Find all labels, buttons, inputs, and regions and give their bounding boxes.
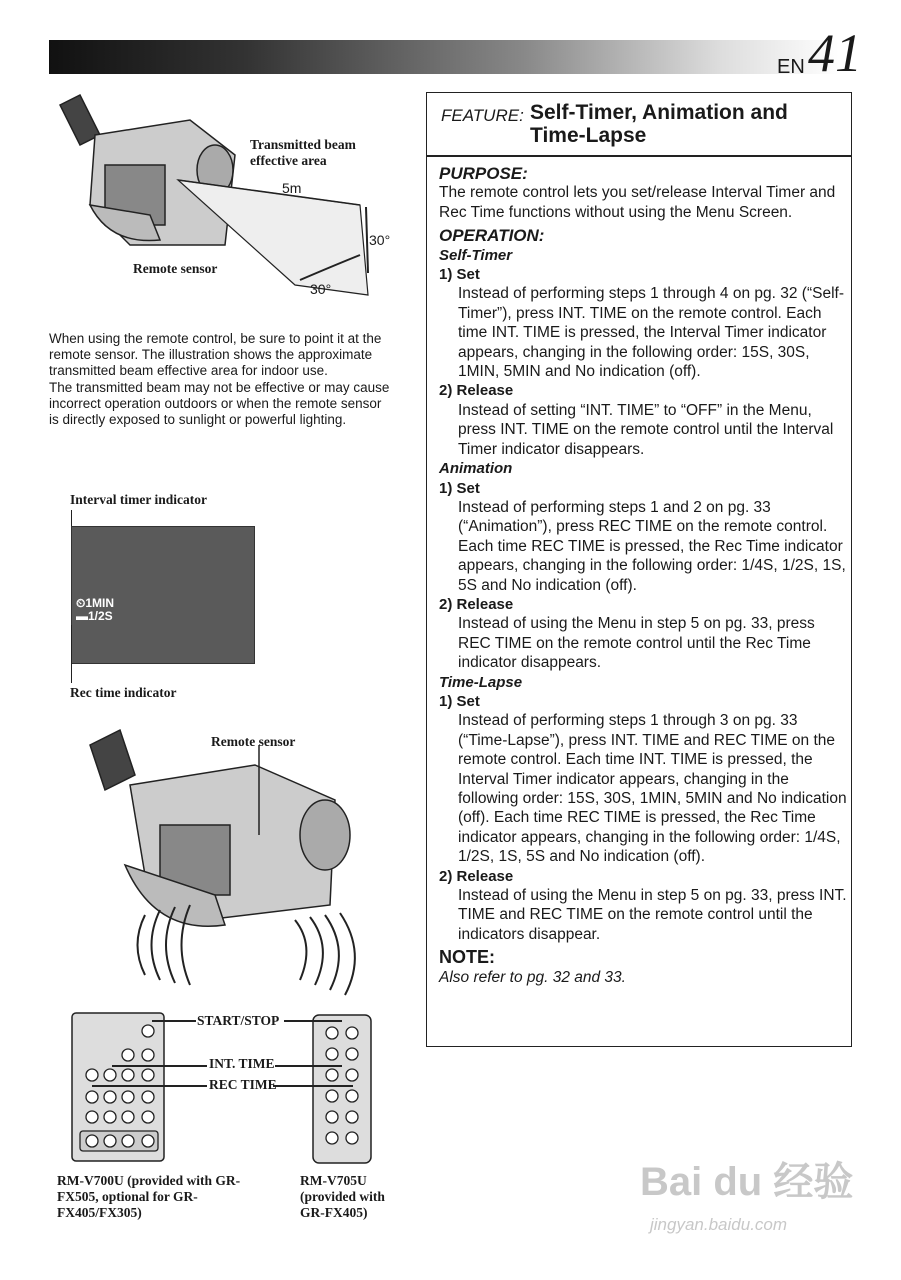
horizontal-angle-label: 30° — [310, 281, 332, 297]
start-stop-leader — [152, 1020, 196, 1022]
time-lapse-release-text: Instead of using the Menu in step 5 on pg. 33, press INT. TIME and REC TIME on the remote control until the indicators disappear. — [458, 887, 847, 943]
language-code: EN — [777, 56, 805, 78]
feature-body — [439, 164, 849, 987]
beam-area-label: Transmitted beam effective area — [250, 137, 356, 168]
note-heading: NOTE: — [439, 947, 495, 968]
remote-sensor-label-2: Remote sensor — [211, 734, 296, 749]
animation-set-text: Instead of performing steps 1 and 2 on pg. 33 (“Animation”), press REC TIME on the remote control. Each time REC TIME is pressed, the Rec Time indicator appears, changing in the following order: 1/4S, 1/2S, 1S, 5S and No indication (off). — [458, 498, 846, 594]
interval-timer-label: Interval timer indicator — [70, 492, 207, 507]
self-timer-heading: Self-Timer — [439, 246, 513, 264]
animation-set-label: 1) Set — [439, 479, 480, 497]
viewfinder-indicators — [76, 597, 114, 623]
page-number: 41 — [808, 23, 862, 83]
rec-time-leader — [92, 1085, 207, 1087]
distance-label: 5m — [282, 180, 302, 196]
note-text: Also refer to pg. 32 and 33. — [439, 968, 626, 986]
self-timer-release-label: 2) Release — [439, 382, 514, 400]
operation-heading: OPERATION: — [439, 226, 545, 246]
remote-rm-v705u — [313, 1015, 373, 1165]
feature-label: FEATURE: — [441, 106, 524, 125]
feature-title: Self-Timer, Animation and Time-Lapse — [530, 101, 788, 147]
time-lapse-heading: Time-Lapse — [439, 673, 523, 691]
camcorder-illustration — [85, 725, 365, 940]
time-lapse-release-label: 2) Release — [439, 867, 514, 885]
int-time-leader-2 — [275, 1065, 342, 1067]
header-bar — [49, 40, 839, 74]
remote-sensor-label-1: Remote sensor — [133, 261, 218, 276]
int-time-label: INT. TIME — [209, 1056, 275, 1071]
remote1-caption: RM-V700U (provided with GR-FX505, optional for GR-FX405/FX305) — [57, 1173, 241, 1220]
start-stop-label: START/STOP — [197, 1013, 280, 1028]
interval-indicator: ⏲1MIN — [76, 596, 115, 610]
title-divider — [426, 155, 852, 157]
watermark-url: jingyan.baidu.com — [650, 1215, 788, 1234]
animation-release-label: 2) Release — [439, 595, 514, 613]
animation-release-text: Instead of using the Menu in step 5 on pg. 33, press REC TIME on the remote control until the Rec Time indicator disappears. — [458, 615, 815, 672]
self-timer-release-text: Instead of setting “INT. TIME” to “OFF” in the Menu, press INT. TIME on the remote control until the Interval Timer indicator disappears. — [458, 401, 834, 458]
time-lapse-set-text: Instead of performing steps 1 through 3 on pg. 33 (“Time-Lapse”), press INT. TIME and REC TIME on the remote control. Each time INT. TIME is pressed, the Interval Timer indicator appears, changing in the following order: 15S, 30S, 1MIN, 5MIN and No indication (off). Each time REC TIME is pressed, the Rec Time indicator appears, changing in the following order: 1/4S, 1/2S, 1S, 5S and No indication (off). — [458, 712, 847, 866]
rec-time-button-label: REC TIME — [209, 1077, 277, 1092]
rec-time-indicator: ▬1/2S — [76, 609, 113, 623]
viewfinder-screen — [71, 526, 255, 664]
remote-caption: When using the remote control, be sure to point it at the remote sensor. The illustration shows the approximate transmitted beam effective area for indoor use. The transmitted beam may not be effective or may cause incorrect operation outdoors or when the remote sensor is directly exposed to sunlight or powerful lighting. — [49, 331, 390, 428]
animation-heading: Animation — [439, 460, 513, 478]
remote2-caption: RM-V705U (provided with GR-FX405) — [300, 1173, 385, 1220]
rec-time-leader-2 — [273, 1085, 353, 1087]
remote-rm-v700u — [72, 1013, 167, 1163]
self-timer-set-label: 1) Set — [439, 266, 480, 284]
time-lapse-set-label: 1) Set — [439, 692, 480, 710]
purpose-heading: PURPOSE: — [439, 164, 528, 183]
rec-time-label: Rec time indicator — [70, 685, 177, 700]
rec-leader-line — [71, 625, 72, 683]
self-timer-set-text: Instead of performing steps 1 through 4 on pg. 32 (“Self-Timer”), press INT. TIME on the remote control. Each time INT. TIME is pressed, the Interval Timer indicator appears, changing in the following order: 15S, 30S, 1MIN, 5MIN and No indication (off). — [458, 285, 845, 381]
int-time-leader — [112, 1065, 207, 1067]
vertical-angle-label: 30° — [369, 232, 391, 248]
watermark-logo: Bai du 经验 — [640, 1160, 854, 1204]
start-stop-leader-2 — [284, 1020, 342, 1022]
purpose-text: The remote control lets you set/release Interval Timer and Rec Time functions without using the Menu Screen. — [439, 184, 836, 221]
